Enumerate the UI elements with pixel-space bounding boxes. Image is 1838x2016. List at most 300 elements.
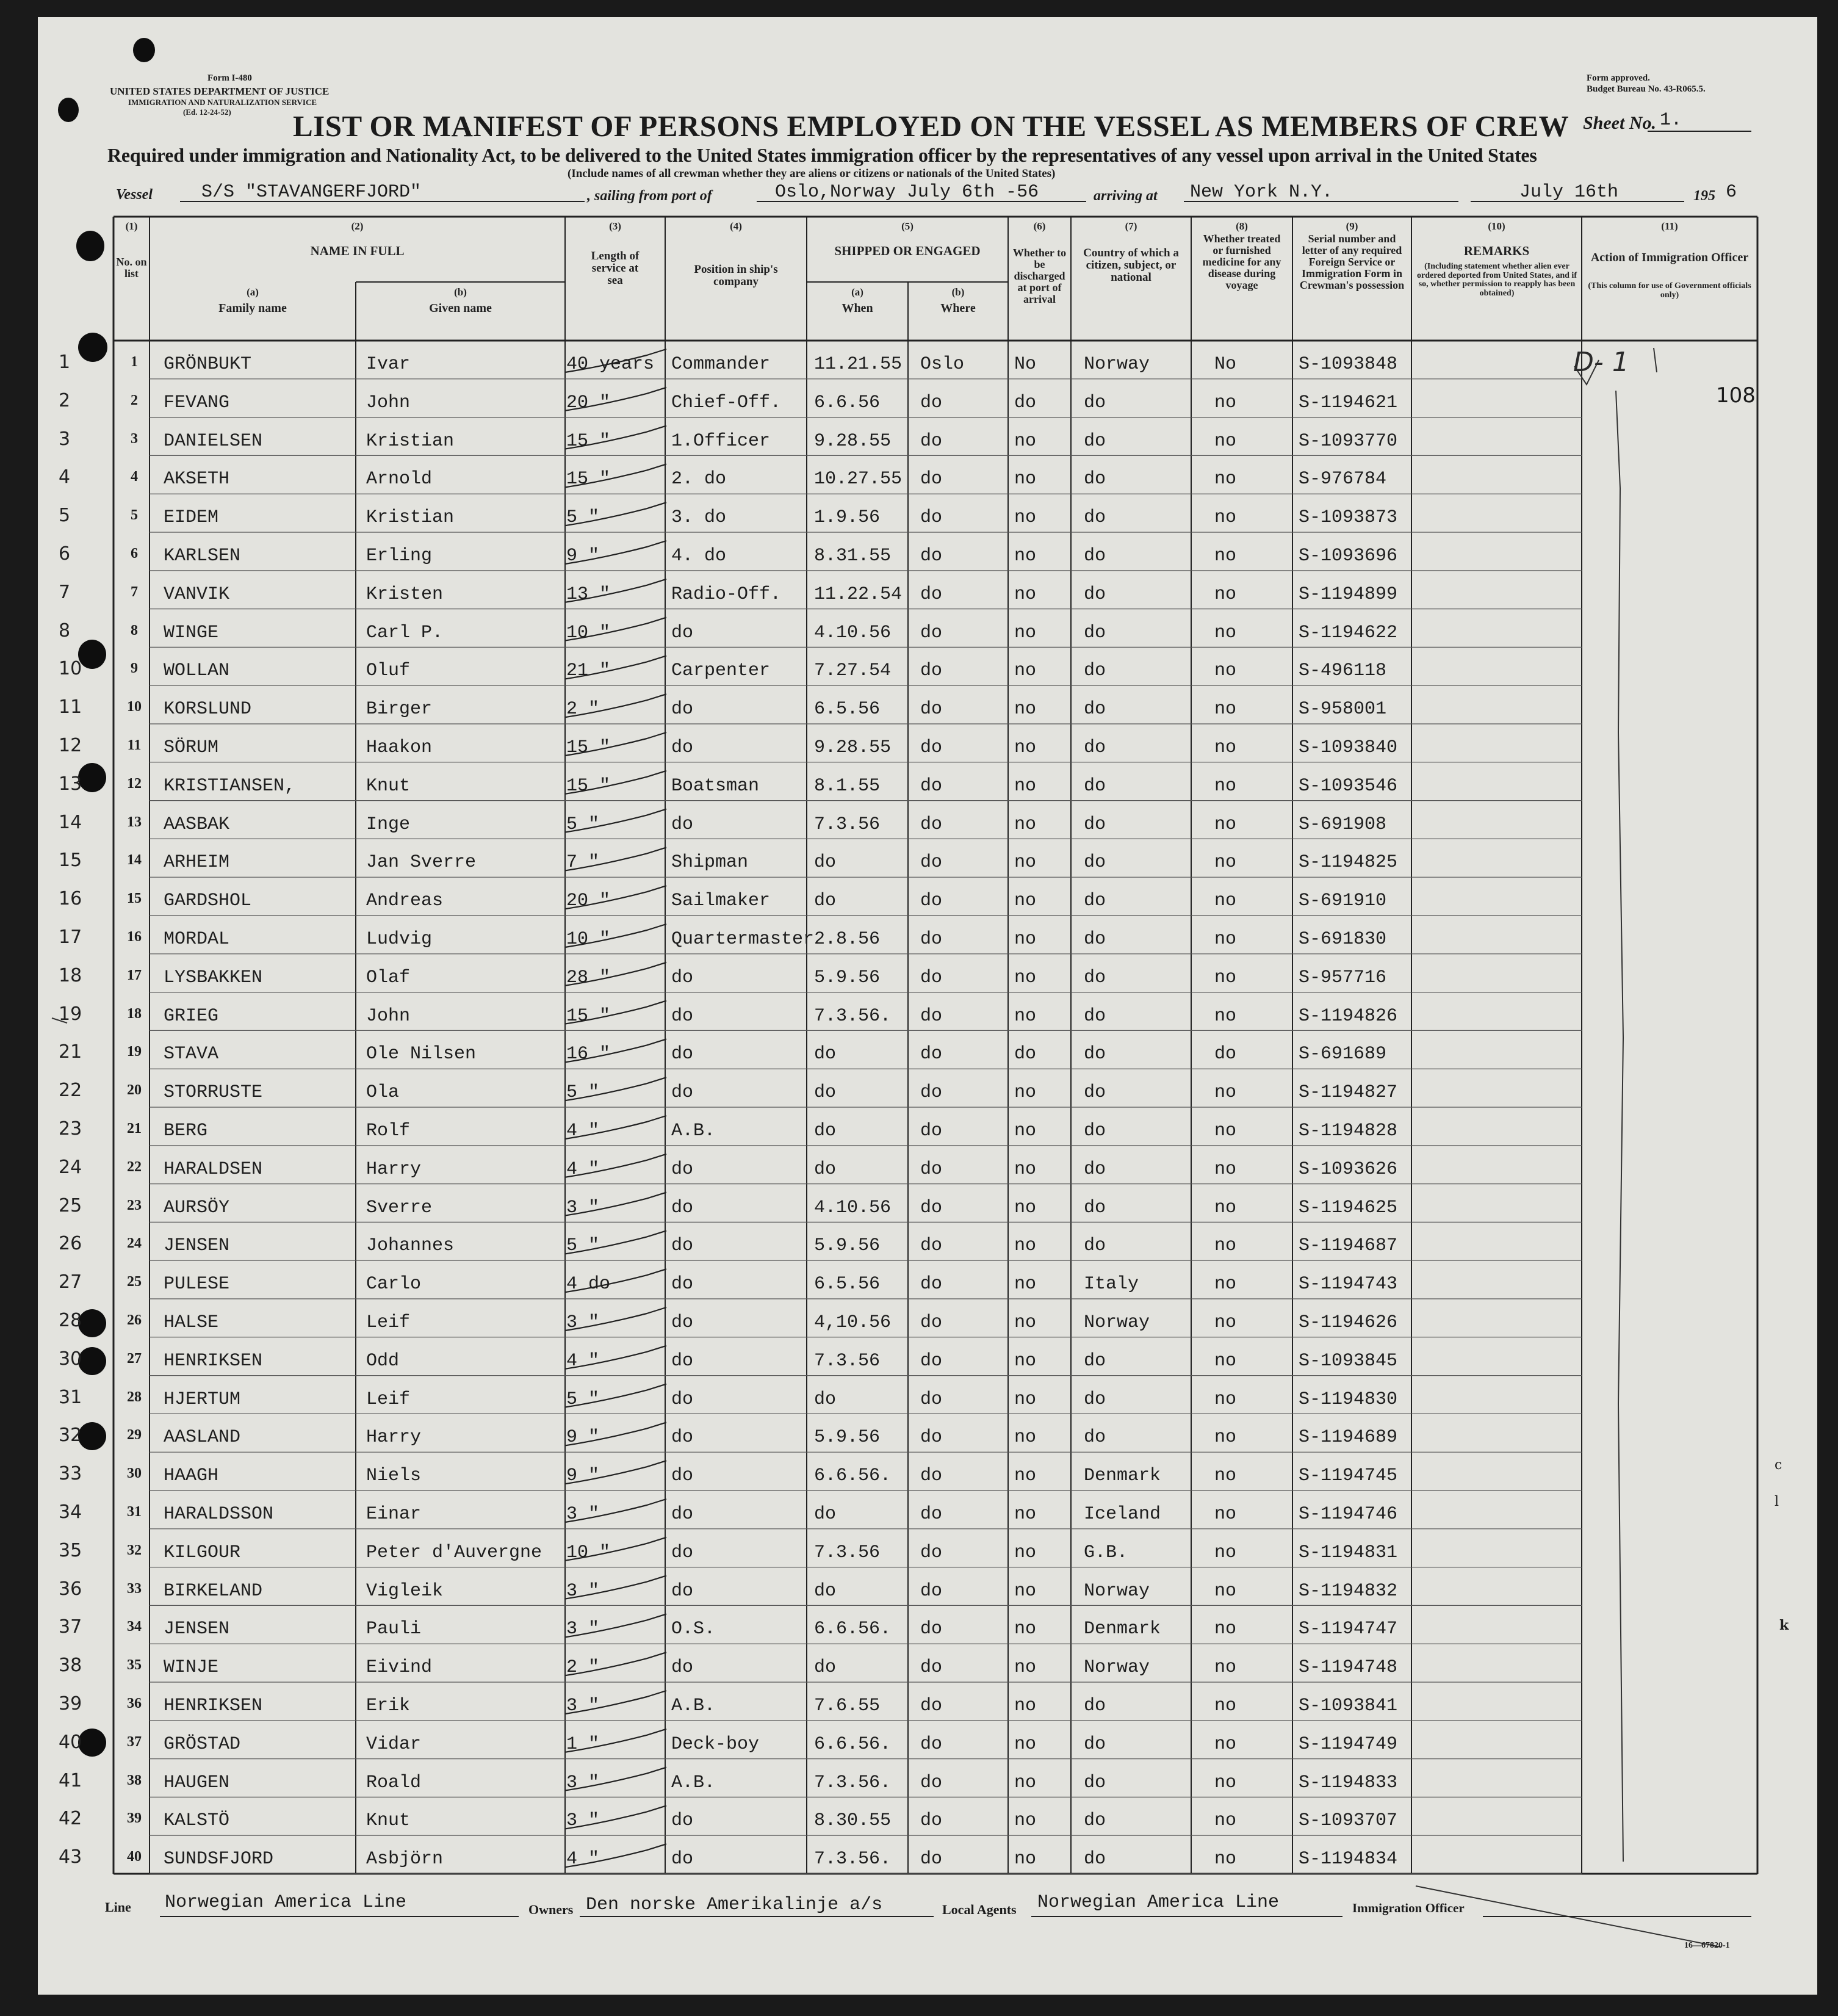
cell-where: do	[920, 392, 943, 413]
cell-n: 31	[127, 1504, 142, 1520]
cell-giv: Erling	[366, 546, 433, 566]
cell-when: do	[814, 1657, 837, 1678]
cell-med: no	[1214, 622, 1237, 643]
cell-ser: S-1194689	[1299, 1427, 1398, 1448]
cell-when: 4,10.56	[814, 1312, 892, 1333]
cell-where: do	[920, 583, 943, 605]
cell-med: no	[1214, 1158, 1237, 1180]
cell-n: 3	[131, 430, 138, 447]
col8-number: (8)	[1236, 220, 1248, 232]
cell-cty: Norway	[1084, 354, 1150, 375]
cell-n: 27	[127, 1350, 142, 1367]
cell-n: 36	[127, 1696, 142, 1711]
margin-line-number: 43	[59, 1846, 82, 1868]
margin-line-number: 39	[59, 1693, 82, 1714]
cell-fam: FEVANG	[164, 392, 230, 413]
cell-len: 4 do	[566, 1274, 611, 1295]
cell-ser: S-1093848	[1299, 354, 1398, 375]
margin-line-number: 42	[59, 1808, 82, 1830]
cell-n: 29	[127, 1427, 142, 1443]
cell-fam: AURSÖY	[164, 1197, 230, 1218]
cell-ser: S-1093707	[1299, 1810, 1398, 1832]
cell-n: 7	[131, 583, 138, 600]
cell-cty: do	[1084, 546, 1106, 566]
col11-note: (This column for use of Government officials only)	[1588, 281, 1751, 300]
cell-dis: no	[1014, 1235, 1037, 1257]
cell-dis: no	[1014, 583, 1037, 605]
cell-n: 15	[127, 891, 142, 907]
cell-pos: do	[671, 1810, 694, 1832]
cell-giv: Peter d'Auvergne	[366, 1542, 542, 1563]
cell-med: no	[1214, 660, 1237, 682]
cell-n: 12	[127, 775, 142, 792]
cell-dis: no	[1014, 546, 1037, 566]
cell-when: 6.5.56	[814, 699, 881, 720]
cell-fam: HARALDSEN	[164, 1158, 263, 1180]
cell-ser: S-1093841	[1299, 1696, 1398, 1716]
cell-n: 9	[131, 660, 138, 677]
cell-cty: Iceland	[1084, 1504, 1161, 1525]
cell-where: do	[920, 1082, 943, 1104]
cell-ser: S-1194746	[1299, 1504, 1398, 1525]
cell-where: do	[920, 1005, 943, 1027]
cell-len: 20 "	[566, 891, 611, 912]
cell-where: do	[920, 737, 943, 758]
cell-len: 10 "	[566, 1542, 611, 1563]
cell-dis: no	[1014, 1580, 1037, 1602]
cell-len: 1 "	[566, 1733, 600, 1755]
cell-ser: S-1194830	[1299, 1389, 1398, 1410]
cell-med: no	[1214, 699, 1237, 720]
cell-pos: 1.Officer	[671, 430, 771, 452]
cell-ser: S-1194826	[1299, 1005, 1398, 1027]
cell-giv: Rolf	[366, 1121, 411, 1141]
cell-when: 11.21.55	[814, 354, 903, 375]
margin-line-number: 16	[59, 888, 82, 910]
cell-ser: S-1194622	[1299, 622, 1398, 643]
cell-ser: S-1093546	[1299, 775, 1398, 797]
cell-len: 9 "	[566, 1427, 600, 1448]
col5a-header: When	[842, 302, 873, 315]
cell-when: 9.28.55	[814, 430, 892, 452]
cell-pos: O.S.	[671, 1619, 716, 1640]
cell-where: do	[920, 1235, 943, 1257]
cell-med: no	[1214, 1619, 1237, 1640]
margin-mark: l	[1775, 1494, 1779, 1509]
cell-n: 5	[131, 507, 138, 524]
cell-giv: Inge	[366, 814, 411, 835]
vessel-label: Vessel	[116, 187, 153, 203]
margin-line-number: 5	[59, 505, 71, 527]
cell-n: 40	[127, 1849, 142, 1865]
cell-when: do	[814, 1158, 837, 1180]
cell-when: 9.28.55	[814, 737, 892, 758]
cell-giv: Sverre	[366, 1197, 433, 1218]
cell-where: do	[920, 1427, 943, 1448]
cell-ser: S-1194748	[1299, 1657, 1398, 1678]
cell-where: do	[920, 622, 943, 643]
cell-pos: do	[671, 1044, 694, 1065]
cell-pos: do	[671, 1427, 694, 1448]
cell-n: 17	[127, 967, 142, 983]
cell-n: 2	[131, 392, 138, 408]
cell-fam: STORRUSTE	[164, 1082, 263, 1104]
cell-ser: S-1194833	[1299, 1772, 1398, 1793]
cell-giv: Roald	[366, 1772, 422, 1793]
margin-line-number: 10	[59, 658, 82, 680]
cell-med: no	[1214, 583, 1237, 605]
cell-fam: WINGE	[164, 622, 219, 643]
sheet-number: 1.	[1660, 110, 1682, 131]
line-value: Norwegian America Line	[165, 1892, 407, 1913]
cell-ser: S-1194626	[1299, 1312, 1398, 1333]
cell-len: 15 "	[566, 1005, 611, 1027]
cell-n: 39	[127, 1810, 142, 1827]
cell-giv: Johannes	[366, 1235, 455, 1257]
cell-giv: Arnold	[366, 469, 433, 490]
cell-ser: S-691910	[1299, 891, 1387, 912]
cell-dis: no	[1014, 1389, 1037, 1410]
cell-med: no	[1214, 1082, 1237, 1104]
margin-line-number: 40	[59, 1731, 82, 1753]
cell-dis: no	[1014, 1810, 1037, 1832]
cell-len: 5 "	[566, 1082, 600, 1104]
cell-med: no	[1214, 775, 1237, 797]
agents-label: Local Agents	[942, 1902, 1017, 1917]
margin-line-number: 23	[59, 1118, 82, 1140]
cell-dis: no	[1014, 967, 1037, 988]
cell-where: do	[920, 507, 943, 529]
cell-len: 15 "	[566, 775, 611, 797]
cell-where: do	[920, 775, 943, 797]
cell-giv: Harry	[366, 1427, 422, 1448]
cell-n: 13	[127, 814, 142, 830]
cell-fam: STAVA	[164, 1044, 219, 1065]
margin-line-number: 38	[59, 1655, 82, 1677]
cell-dis: no	[1014, 1542, 1037, 1563]
margin-line-number: 33	[59, 1463, 82, 1485]
cell-when: 5.9.56	[814, 1427, 881, 1448]
cell-med: no	[1214, 546, 1237, 566]
cell-when: do	[814, 1121, 837, 1141]
cell-med: no	[1214, 814, 1237, 835]
col11-header: Action of Immigration Officer	[1590, 251, 1749, 264]
cell-ser: S-976784	[1299, 469, 1387, 490]
cell-fam: HAUGEN	[164, 1772, 230, 1793]
cell-cty: Denmark	[1084, 1465, 1161, 1487]
cell-when: 7.3.56.	[814, 1849, 892, 1870]
cell-giv: Kristen	[366, 583, 444, 605]
cell-giv: Vigleik	[366, 1580, 444, 1602]
cell-when: do	[814, 1389, 837, 1410]
cell-when: 6.6.56.	[814, 1619, 892, 1640]
cell-n: 37	[127, 1733, 142, 1750]
cell-cty: do	[1084, 1158, 1106, 1180]
cell-med: no	[1214, 1427, 1237, 1448]
cell-ser: S-1194687	[1299, 1235, 1398, 1257]
cell-dis: no	[1014, 430, 1037, 452]
cell-med: no	[1214, 1733, 1237, 1755]
cell-giv: Knut	[366, 1810, 411, 1832]
cell-dis: do	[1014, 1044, 1037, 1065]
cell-ser: S-1194831	[1299, 1542, 1398, 1563]
cell-where: do	[920, 699, 943, 720]
cell-when: 7.3.56.	[814, 1005, 892, 1027]
cell-fam: KRISTIANSEN,	[164, 775, 296, 797]
cell-dis: no	[1014, 1849, 1037, 1870]
cell-where: do	[920, 1274, 943, 1295]
col10-number: (10)	[1488, 220, 1505, 232]
cell-pos: Commander	[671, 354, 771, 375]
cell-n: 30	[127, 1465, 142, 1482]
cell-pos: do	[671, 1197, 694, 1218]
cell-where: do	[920, 1312, 943, 1333]
cell-dis: no	[1014, 929, 1037, 950]
col5-number: (5)	[901, 220, 914, 232]
col11-mark: D- 1	[1573, 347, 1629, 378]
cell-dis: no	[1014, 1005, 1037, 1027]
cell-dis: do	[1014, 392, 1037, 413]
cell-pos: do	[671, 967, 694, 988]
cell-fam: BIRKELAND	[164, 1580, 263, 1602]
cell-where: do	[920, 1580, 943, 1602]
cell-where: do	[920, 1044, 943, 1065]
cell-med: no	[1214, 1197, 1237, 1218]
cell-dis: no	[1014, 660, 1037, 682]
cell-n: 8	[131, 622, 138, 638]
cell-giv: Eivind	[366, 1657, 433, 1678]
cell-ser: S-1093696	[1299, 546, 1398, 566]
cell-dis: no	[1014, 737, 1037, 758]
cell-len: 9 "	[566, 1465, 600, 1487]
cell-pos: do	[671, 1082, 694, 1104]
cell-fam: EIDEM	[164, 507, 219, 529]
margin-line-number: 7	[59, 581, 71, 603]
cell-giv: John	[366, 392, 411, 413]
margin-line-number: 11	[59, 696, 82, 718]
cell-pos: 2. do	[671, 469, 727, 490]
cell-cty: do	[1084, 1849, 1106, 1870]
col1-header: No. on list	[116, 256, 147, 280]
arriving-label: arriving at	[1094, 188, 1158, 204]
cell-giv: Leif	[366, 1389, 411, 1410]
cell-when: 4.10.56	[814, 622, 892, 643]
cell-giv: Carl P.	[366, 622, 444, 643]
cell-med: no	[1214, 1312, 1237, 1333]
cell-giv: Leif	[366, 1312, 411, 1333]
cell-fam: PULESE	[164, 1274, 230, 1295]
cell-dis: no	[1014, 1197, 1037, 1218]
cell-med: no	[1214, 507, 1237, 529]
cell-cty: Norway	[1084, 1657, 1150, 1678]
cell-n: 33	[127, 1580, 142, 1597]
cell-n: 11	[127, 737, 142, 753]
cell-when: 8.30.55	[814, 1810, 892, 1832]
cell-pos: do	[671, 1389, 694, 1410]
cell-len: 5 "	[566, 507, 600, 529]
cell-len: 4 "	[566, 1849, 600, 1870]
cell-len: 2 "	[566, 699, 600, 720]
cell-ser: S-1093770	[1299, 430, 1398, 452]
cell-pos: do	[671, 622, 694, 643]
col9-header: Serial number and letter of any required Foreign Service or Immigration Form in Crewman's possession	[1299, 233, 1405, 291]
cell-len: 21 "	[566, 660, 611, 682]
cell-pos: do	[671, 1849, 694, 1870]
cell-cty: do	[1084, 891, 1106, 912]
cell-fam: VANVIK	[164, 583, 230, 605]
cell-n: 18	[127, 1005, 142, 1022]
cell-ser: S-1093845	[1299, 1350, 1398, 1371]
subnote: (Include names of all crewman whether they are aliens or citizens or nationals of the United States)	[568, 167, 1056, 180]
margin-mark: k	[1779, 1617, 1789, 1633]
cell-len: 5 "	[566, 814, 600, 835]
cell-cty: do	[1084, 583, 1106, 605]
cell-ser: S-1093840	[1299, 737, 1398, 758]
year-prefix: 195	[1693, 188, 1715, 204]
cell-len: 4 "	[566, 1350, 600, 1371]
cell-cty: do	[1084, 1772, 1106, 1793]
cell-giv: Knut	[366, 775, 411, 797]
cell-giv: Birger	[366, 699, 433, 720]
cell-giv: Kristian	[366, 507, 455, 529]
cell-pos: Radio-Off.	[671, 583, 782, 605]
margin-line-number: 19	[59, 1003, 82, 1025]
cell-when: do	[814, 891, 837, 912]
cell-fam: HARALDSSON	[164, 1504, 274, 1525]
cell-cty: do	[1084, 622, 1106, 643]
cell-len: 13 "	[566, 583, 611, 605]
cell-cty: do	[1084, 660, 1106, 682]
cell-med: no	[1214, 1810, 1237, 1832]
cell-where: do	[920, 1849, 943, 1870]
cell-fam: HALSE	[164, 1312, 219, 1333]
cell-len: 4 "	[566, 1158, 600, 1180]
form-approved: Form approved.	[1587, 73, 1650, 83]
officer-label: Immigration Officer	[1352, 1901, 1465, 1915]
margin-mark: c	[1775, 1458, 1782, 1473]
cell-ser: S-1093873	[1299, 507, 1398, 529]
cell-pos: do	[671, 699, 694, 720]
margin-line-number: 12	[59, 735, 82, 756]
cell-med: No	[1214, 354, 1237, 375]
sheet-label: Sheet No.	[1583, 113, 1656, 133]
cell-dis: no	[1014, 1121, 1037, 1141]
cell-dis: no	[1014, 469, 1037, 490]
cell-when: 6.6.56	[814, 392, 881, 413]
cell-med: no	[1214, 1350, 1237, 1371]
cell-pos: Quartermaster	[671, 929, 815, 950]
margin-line-number: 8	[59, 620, 71, 641]
col11-number: (11)	[1661, 220, 1678, 232]
footer-code: 16—67820-1	[1684, 1941, 1730, 1950]
cell-fam: HAAGH	[164, 1465, 219, 1487]
cell-pos: do	[671, 1312, 694, 1333]
margin-line-number: 24	[59, 1156, 82, 1178]
cell-dis: no	[1014, 1274, 1037, 1295]
cell-len: 3 "	[566, 1197, 600, 1218]
col4-number: (4)	[730, 220, 742, 232]
cell-len: 15 "	[566, 469, 611, 490]
cell-giv: Ole Nilsen	[366, 1044, 477, 1065]
col1-number: (1)	[125, 220, 138, 232]
cell-dis: no	[1014, 891, 1037, 912]
cell-pos: A.B.	[671, 1696, 716, 1716]
cell-n: 38	[127, 1772, 142, 1788]
margin-line-number: 26	[59, 1233, 82, 1255]
cell-pos: do	[671, 1158, 694, 1180]
cell-when: do	[814, 1580, 837, 1602]
cell-cty: do	[1084, 814, 1106, 835]
cell-len: 3 "	[566, 1772, 600, 1793]
cell-dis: no	[1014, 1427, 1037, 1448]
cell-len: 7 "	[566, 852, 600, 873]
cell-med: no	[1214, 967, 1237, 988]
cell-cty: Italy	[1084, 1274, 1139, 1295]
col10-header: REMARKS	[1463, 244, 1530, 258]
cell-cty: do	[1084, 1810, 1106, 1832]
cell-where: do	[920, 1657, 943, 1678]
cell-fam: KORSLUND	[164, 699, 252, 720]
cell-where: do	[920, 1389, 943, 1410]
owners-value: Den norske Amerikalinje a/s	[586, 1895, 883, 1915]
col7-header: Country of which a citizen, subject, or national	[1083, 247, 1179, 284]
cell-fam: SUNDSFJORD	[164, 1849, 274, 1870]
cell-where: do	[920, 929, 943, 950]
cell-when: 7.6.55	[814, 1696, 881, 1716]
cell-ser: S-1194825	[1299, 852, 1398, 873]
cell-n: 35	[127, 1657, 142, 1674]
cell-fam: WINJE	[164, 1657, 219, 1678]
cell-fam: ARHEIM	[164, 852, 230, 873]
cell-fam: HJERTUM	[164, 1389, 241, 1410]
cell-ser: S-957716	[1299, 967, 1387, 988]
cell-giv: Asbjörn	[366, 1849, 444, 1870]
margin-line-number: 34	[59, 1501, 82, 1523]
cell-pos: Carpenter	[671, 660, 771, 682]
cell-n: 22	[127, 1158, 142, 1175]
cell-dis: no	[1014, 1312, 1037, 1333]
cell-pos: Boatsman	[671, 775, 760, 797]
cell-pos: do	[671, 1542, 694, 1563]
cell-when: 7.27.54	[814, 660, 892, 682]
cell-when: 8.31.55	[814, 546, 892, 566]
cell-med: no	[1214, 392, 1237, 413]
cell-where: do	[920, 814, 943, 835]
cell-len: 3 "	[566, 1504, 600, 1525]
col6-header: Whether to be discharged at port of arrival	[1012, 247, 1067, 305]
cell-len: 15 "	[566, 737, 611, 758]
cell-when: 5.9.56	[814, 967, 881, 988]
cell-cty: do	[1084, 1733, 1106, 1755]
cell-len: 5 "	[566, 1389, 600, 1410]
cell-when: 6.6.56.	[814, 1465, 892, 1487]
cell-len: 3 "	[566, 1810, 600, 1832]
cell-giv: Kristian	[366, 430, 455, 452]
cell-when: 4.10.56	[814, 1197, 892, 1218]
cell-when: 10.27.55	[814, 469, 903, 490]
cell-cty: do	[1084, 1044, 1106, 1065]
cell-cty: do	[1084, 775, 1106, 797]
cell-where: do	[920, 1733, 943, 1755]
cell-where: do	[920, 546, 943, 566]
margin-line-number: 15	[59, 850, 82, 872]
cell-dis: no	[1014, 1465, 1037, 1487]
cell-med: no	[1214, 1504, 1237, 1525]
margin-line-number: 13	[59, 773, 82, 795]
cell-med: no	[1214, 1465, 1237, 1487]
cell-fam: GARDSHOL	[164, 891, 252, 912]
cell-n: 6	[131, 546, 138, 562]
